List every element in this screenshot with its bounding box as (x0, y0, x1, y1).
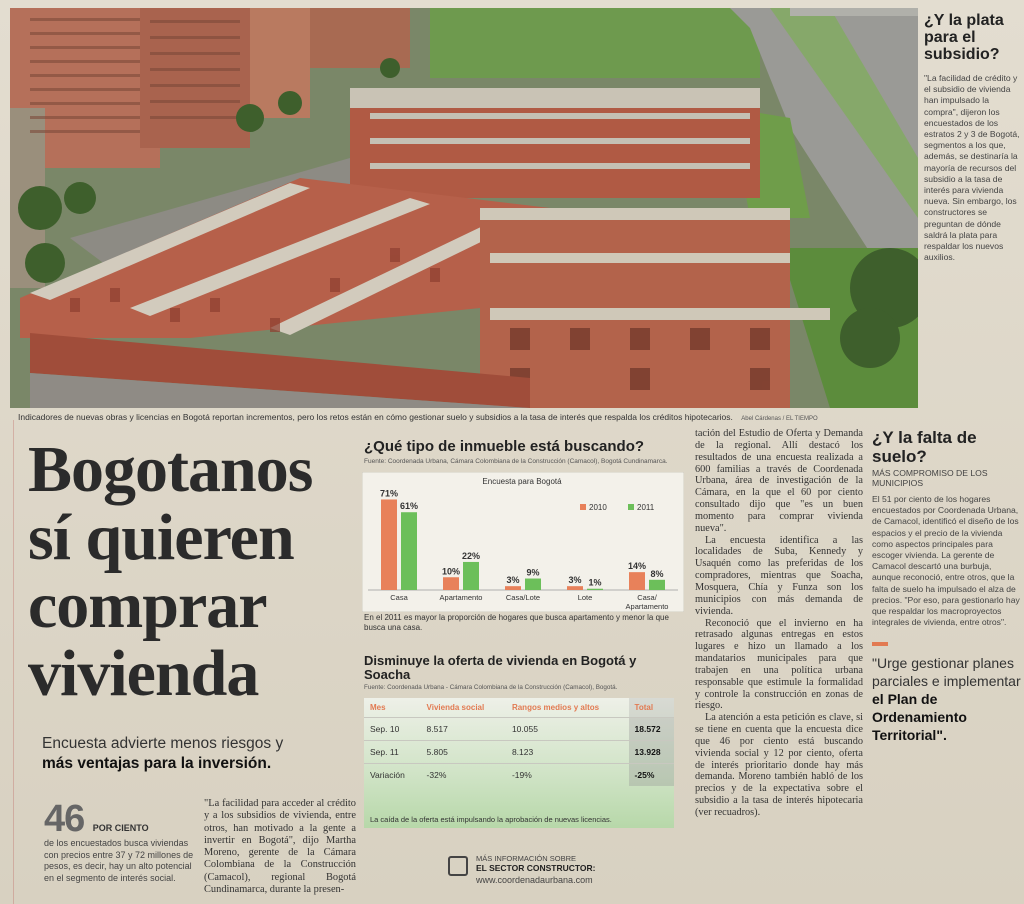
sidebar-land (872, 428, 1022, 744)
article-paragraph: tación del Estudio de Oferta y Demanda de la regional. Allí destacó los resultados de una encuesta realizada a 600 familias a través de Coordenada Urbana, área de investigación de la Cámara, en la que el 60 por ciento consultado dijo que "es un buen momento para comprar vivienda nueva". (695, 428, 863, 534)
pull-quote-plain: "Urge gestionar planes parciales e implementar (872, 655, 1021, 690)
chart-source: Fuente: Coordenada Urbana, Cámara Colombiana de la Construcción (Camacol), Bogotá Cundinamarca. (364, 458, 668, 465)
article-paragraph: Reconoció que el invierno en ha retrasado algunas entregas en estos lugares e hizo un llamado a los mandatarios municipales para que trabajen en una política urbana responsable que estimule la formalidad y controle la construcción en zonas de riesgo. (695, 617, 863, 712)
table-cell: 8.517 (421, 718, 506, 741)
table-cell: Sep. 11 (364, 741, 421, 764)
photo-caption (18, 412, 918, 422)
table-row (364, 741, 674, 764)
stat-text: de los encuestados busca viviendas con precios entre 37 y 72 millones de pesos, es decir, hay un alto potencial en el segmento de interés social. (44, 838, 194, 883)
headline: Bogotanos sí quieren comprar vivienda (28, 433, 313, 710)
monitor-icon (448, 856, 468, 876)
chart-svg (362, 472, 684, 612)
deck-plain: Encuesta advierte menos riesgos y (42, 735, 284, 752)
supply-table-grid (364, 698, 674, 786)
bar (629, 572, 645, 590)
table-cell: 10.055 (506, 718, 629, 741)
page-fold-line (13, 420, 14, 904)
category-label: Apartamento (439, 593, 483, 602)
deck-bold: más ventajas para la inversión. (42, 755, 272, 772)
chart-note: En el 2011 es mayor la proporción de hogares que busca apartamento y menor la que busca una casa. (364, 613, 669, 632)
article-paragraph: La atención a esta petición es clave, si se tiene en cuenta que la encuesta dice que 46 por ciento está buscando vivienda social y 12 por ciento, oferta de interés prioritario donde hay más demanda. Moreno también habló de los precios y de la expectativa sobre el subsidio a la tasa de interés hipotecaria (ver recuadros). (695, 712, 863, 818)
stat-number: 46 (44, 798, 85, 840)
data-label: 10% (441, 566, 461, 577)
table-header-row (364, 698, 674, 718)
table-cell: 18.572 (629, 718, 674, 741)
sidebar-subsidy-title: ¿Y la plata para el subsidio? (924, 12, 1004, 63)
housing-aerial-photo (10, 8, 918, 408)
table-source: Fuente: Coordenada Urbana - Cámara Colombiana de la Construcción (Camacol), Bogotá. (364, 684, 618, 691)
pull-quote-bold: el Plan de Ordenamiento Territorial". (872, 691, 967, 744)
legend-swatch (580, 504, 586, 510)
data-label: 1% (588, 577, 602, 588)
data-label: 71% (379, 488, 399, 499)
sidebar-land-kicker: MÁS COMPROMISO DE LOS MUNICIPIOS (872, 468, 988, 488)
photo-credit: Abel Cárdenas / EL TIEMPO (741, 416, 818, 422)
table-header: Vivienda social (426, 703, 485, 712)
table-row (364, 764, 674, 787)
sidebar-land-body: El 51 por ciento de los hogares encuestados por Coordenada Urbana, de Camacol, identificó el diseño de los espacios y el precio de la vivienda como aspectos principales para escoger vivienda. La gerente de Camacol descartó una burbuja, aunque reconoció, entre otros, que la falta de suelo ha impulsado el alza de precios. "Por eso, para gestionarlo hay que respaldar los macroproyectos integrales de vivienda, entre otros". (872, 494, 1020, 628)
bar (567, 586, 583, 590)
article-paragraph: La encuesta identifica a las localidades de Suba, Kennedy y Usaquén como las preferidas de los compradores, mientras que Soacha, Mosquera, Chía y Funza son los municipios con más demanda de vivienda. (695, 534, 863, 617)
caption-text: Indicadores de nuevas obras y licencias en Bogotá reportan incrementos, pero los retos están en cómo gestionar suelo y subsidios a la tasa de interés que respalda los créditos hipotecarios. (18, 412, 733, 422)
chart-subtitle: Encuesta para Bogotá (482, 477, 562, 486)
table-row (364, 718, 674, 741)
bar-chart (362, 472, 684, 612)
table-title: Disminuye la oferta de vivienda en Bogotá y Soacha (364, 653, 637, 682)
bar (401, 512, 417, 590)
deck (42, 734, 342, 774)
table-cell: -32% (421, 764, 506, 787)
table-header: Total (629, 698, 674, 718)
category-label: Lote (577, 593, 593, 602)
data-label: 14% (627, 561, 647, 572)
data-label: 3% (506, 575, 520, 586)
article-column-1: "La facilidad para acceder al crédito y a los subsidios de vivienda, entre otros, han motivado a la gente a invertir en Bogotá", dijo Martha Moreno, gerente de la Cámara Colombiana de la Construcción (Camacol), regional Bogotá Cundinamarca, durante la presen- (204, 798, 356, 896)
data-label: 3% (568, 575, 582, 586)
legend-label: 2010 (589, 503, 607, 512)
category-label: Apartamento (625, 602, 669, 611)
stat-callout (44, 800, 194, 884)
table-cell: Variación (364, 764, 421, 787)
table-cell: 5.805 (421, 741, 506, 764)
category-label: Casa/Lote (505, 593, 541, 602)
sidebar-land-title: ¿Y la falta de suelo? (872, 428, 977, 466)
pull-quote (872, 654, 1022, 744)
table-cell: -19% (506, 764, 629, 787)
bar (505, 586, 521, 590)
bar (463, 562, 479, 590)
chart-title: ¿Qué tipo de inmueble está buscando? (364, 438, 645, 455)
legend-swatch (628, 504, 634, 510)
bar (649, 580, 665, 590)
data-label: 8% (650, 568, 664, 579)
more-info-url[interactable]: www.coordenadaurbana.com (476, 875, 593, 885)
legend-label: 2011 (637, 503, 655, 512)
headline-block (28, 433, 348, 710)
data-label: 61% (399, 501, 419, 512)
more-info (448, 854, 688, 885)
category-label: Casa (390, 593, 408, 602)
table-cell: 13.928 (629, 741, 674, 764)
category-label: Casa/ (637, 593, 657, 602)
table-cell: 8.123 (506, 741, 629, 764)
more-info-line1: MÁS INFORMACIÓN SOBRE (476, 854, 577, 863)
bar (381, 499, 397, 590)
table-header: Mes (370, 703, 386, 712)
bar (587, 589, 603, 590)
article-column-2 (695, 428, 863, 819)
sidebar-subsidy-body: "La facilidad de crédito y el subsidio de vivienda han impulsado la compra", dijeron los encuestados de los estratos 2 y 3 de Bogotá, segmentos a los que, además, se destinaría la mayoría de recursos del subsidio a la tasa de interés para vivienda nueva. Sin embargo, los constructores se preguntan de dónde saldrá la plata para respaldar los nuevos auxilios. (924, 73, 1020, 263)
accent-bar (872, 642, 888, 646)
table-note: La caída de la oferta está impulsando la aprobación de nuevas licencias. (370, 815, 612, 824)
bar (443, 577, 459, 590)
sidebar-subsidy (924, 12, 1020, 412)
stat-unit: POR CIENTO (92, 823, 149, 833)
bar (525, 579, 541, 590)
more-info-line2: EL SECTOR CONSTRUCTOR: (476, 863, 596, 873)
table-header: Rangos medios y altos (511, 703, 600, 712)
data-label: 22% (461, 550, 481, 561)
supply-table (364, 698, 674, 828)
table-cell: -25% (629, 764, 674, 787)
data-label: 9% (526, 567, 540, 578)
table-cell: Sep. 10 (364, 718, 421, 741)
